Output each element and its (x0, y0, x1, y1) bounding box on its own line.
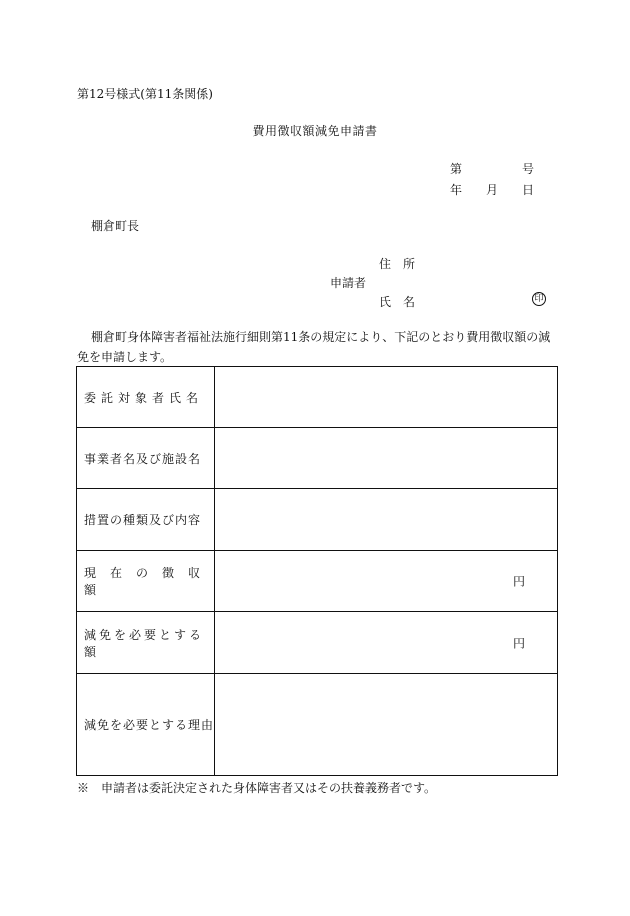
current-amount-unit: 円 (513, 574, 526, 589)
reduction-amount-cell (215, 612, 558, 674)
applicant-label: 申請者 (330, 276, 367, 290)
form-title: 費用徴収額減免申請書 (252, 124, 378, 138)
table-row (77, 674, 558, 776)
name-label: 氏名 (379, 295, 428, 309)
row-label-target-person: 委託対象者氏名 (77, 367, 215, 428)
reduction-amount-unit: 円 (513, 636, 526, 650)
application-statement: 棚倉町身体障害者福祉法施行細則第11条の規定により、下記のとおり費用徴収額の減免を申請します。 (77, 330, 551, 364)
seal-mark: 印 (532, 292, 546, 306)
row-label-measure-type: 措置の種類及び内容 (77, 489, 215, 551)
address-label: 住所 (379, 257, 428, 271)
row-label-reduction-amount: 減免を必要とする額 (77, 612, 215, 674)
table-row (77, 428, 558, 489)
target-person-field[interactable] (215, 367, 558, 428)
footnote: ※ 申請者は委託決定された身体障害者又はその扶養義務者です。 (77, 781, 437, 795)
date-month-label: 月 (486, 183, 499, 197)
addressee: 棚倉町長 (91, 219, 140, 233)
row-label-current-amount: 現在の徴収額 (77, 551, 215, 612)
form-number: 第12号様式(第11条関係) (77, 87, 213, 101)
row-label-facility: 事業者名及び施設名 (77, 428, 215, 489)
table-row (77, 367, 558, 428)
date-year-label: 年 (450, 183, 463, 197)
document-number-prefix: 第 (450, 162, 463, 176)
measure-type-field[interactable] (215, 489, 558, 551)
table-row (77, 612, 558, 674)
application-table (76, 366, 558, 776)
reduction-reason-field[interactable] (215, 674, 558, 776)
date-day-label: 日 (522, 183, 535, 197)
current-amount-cell (215, 551, 558, 612)
document-number-suffix: 号 (522, 162, 535, 176)
row-label-reduction-reason: 減免を必要とする理由 (77, 674, 215, 776)
table-row (77, 551, 558, 612)
facility-field[interactable] (215, 428, 558, 489)
table-row (77, 489, 558, 551)
